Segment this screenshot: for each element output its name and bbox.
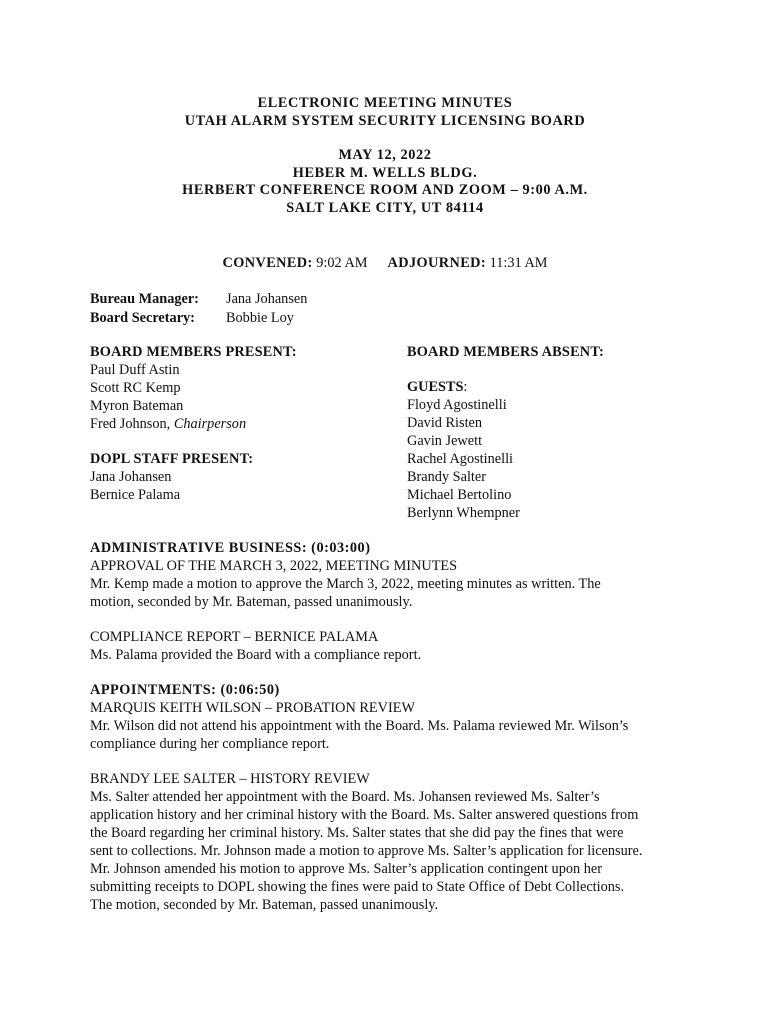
- guests-heading: GUESTS: [407, 379, 464, 395]
- salter-text-line: The motion, seconded by Mr. Bateman, passed unanimously.: [90, 897, 439, 913]
- adjourned-label: ADJOURNED:: [387, 255, 487, 271]
- guests-heading-line: [407, 378, 707, 396]
- chair-name: Fred Johnson,: [90, 416, 174, 432]
- board-secretary-name: Bobbie Loy: [226, 310, 294, 326]
- approval-title: APPROVAL OF THE MARCH 3, 2022, MEETING MINUTES: [90, 558, 458, 574]
- board-name: UTAH ALARM SYSTEM SECURITY LICENSING BOARD: [184, 112, 586, 129]
- approval-text-line: Mr. Kemp made a motion to approve the March 3, 2022, meeting minutes as written. The: [90, 576, 601, 592]
- wilson-text-line: compliance during her compliance report.: [90, 736, 330, 752]
- minutes-body: [90, 539, 690, 914]
- bureau-manager-row: [90, 290, 307, 309]
- convened-label: CONVENED:: [222, 255, 313, 271]
- admin-heading: ADMINISTRATIVE BUSINESS: (0:03:00): [90, 540, 371, 556]
- compliance-text-line: Ms. Palama provided the Board with a compliance report.: [90, 647, 422, 663]
- session-times: [0, 254, 770, 272]
- right-column: [407, 343, 707, 522]
- guest-name: Brandy Salter: [407, 469, 487, 485]
- salter-text-line: application history and her criminal history with the Board. Ms. Salter answered questions from: [90, 807, 639, 823]
- guest-name: Rachel Agostinelli: [407, 451, 514, 467]
- salter-text-line: Mr. Johnson amended his motion to approve Ms. Salter’s application contingent upon her: [90, 861, 602, 877]
- document-title-block: [0, 95, 770, 130]
- salter-text-line: Ms. Salter attended her appointment with the Board. Ms. Johansen reviewed Ms. Salter’s: [90, 789, 600, 805]
- bureau-manager-name: Jana Johansen: [226, 291, 308, 307]
- appointments-heading: APPOINTMENTS: (0:06:50): [90, 682, 280, 698]
- meeting-room: HERBERT CONFERENCE ROOM AND ZOOM – 9:00 A.M.: [182, 182, 588, 198]
- bureau-manager-label: Bureau Manager:: [90, 291, 199, 307]
- member-name: Myron Bateman: [90, 398, 184, 414]
- members-present-heading: BOARD MEMBERS PRESENT:: [90, 344, 297, 360]
- guest-name: Gavin Jewett: [407, 433, 483, 449]
- salter-text-line: the Board regarding her criminal history. Ms. Salter states that she did pay the fines that were: [90, 825, 624, 841]
- guest-name: Floyd Agostinelli: [407, 397, 507, 413]
- document-title: ELECTRONIC MEETING MINUTES: [257, 95, 513, 111]
- adjourned-time: 11:31 AM: [489, 255, 548, 271]
- salter-text-line: sent to collections. Mr. Johnson made a motion to approve Ms. Salter’s application for licensure.: [90, 843, 643, 859]
- dopl-staff-heading: DOPL STAFF PRESENT:: [90, 451, 254, 467]
- board-secretary-label: Board Secretary:: [90, 310, 195, 326]
- left-column: [90, 343, 390, 504]
- salter-title: BRANDY LEE SALTER – HISTORY REVIEW: [90, 771, 370, 787]
- meeting-building: HEBER M. WELLS BLDG.: [292, 164, 478, 181]
- members-absent-heading: BOARD MEMBERS ABSENT:: [407, 344, 604, 360]
- guests-colon: :: [463, 379, 468, 395]
- member-chair: [90, 415, 390, 433]
- board-secretary-row: [90, 309, 307, 328]
- guest-name: Michael Bertolino: [407, 487, 512, 503]
- meeting-date: MAY 12, 2022: [338, 147, 432, 163]
- guest-name: Berlynn Whempner: [407, 505, 520, 521]
- approval-text-line: motion, seconded by Mr. Bateman, passed unanimously.: [90, 594, 413, 610]
- member-name: Scott RC Kemp: [90, 380, 181, 396]
- guest-name: David Risten: [407, 415, 483, 431]
- wilson-text-line: Mr. Wilson did not attend his appointment with the Board. Ms. Palama reviewed Mr. Wilson’s: [90, 718, 629, 734]
- chair-title: Chairperson: [173, 416, 247, 432]
- dopl-staff-name: Bernice Palama: [90, 487, 181, 503]
- dopl-staff-name: Jana Johansen: [90, 469, 172, 485]
- salter-text-line: submitting receipts to DOPL showing the fines were paid to State Office of Debt Collections.: [90, 879, 625, 895]
- staff-table: [90, 290, 307, 328]
- convened-time: 9:02 AM: [316, 255, 368, 271]
- compliance-title: COMPLIANCE REPORT – BERNICE PALAMA: [90, 629, 379, 645]
- meeting-info-block: [0, 147, 770, 217]
- wilson-title: MARQUIS KEITH WILSON – PROBATION REVIEW: [90, 700, 415, 716]
- meeting-city: SALT LAKE CITY, UT 84114: [286, 199, 484, 216]
- member-name: Paul Duff Astin: [90, 362, 180, 378]
